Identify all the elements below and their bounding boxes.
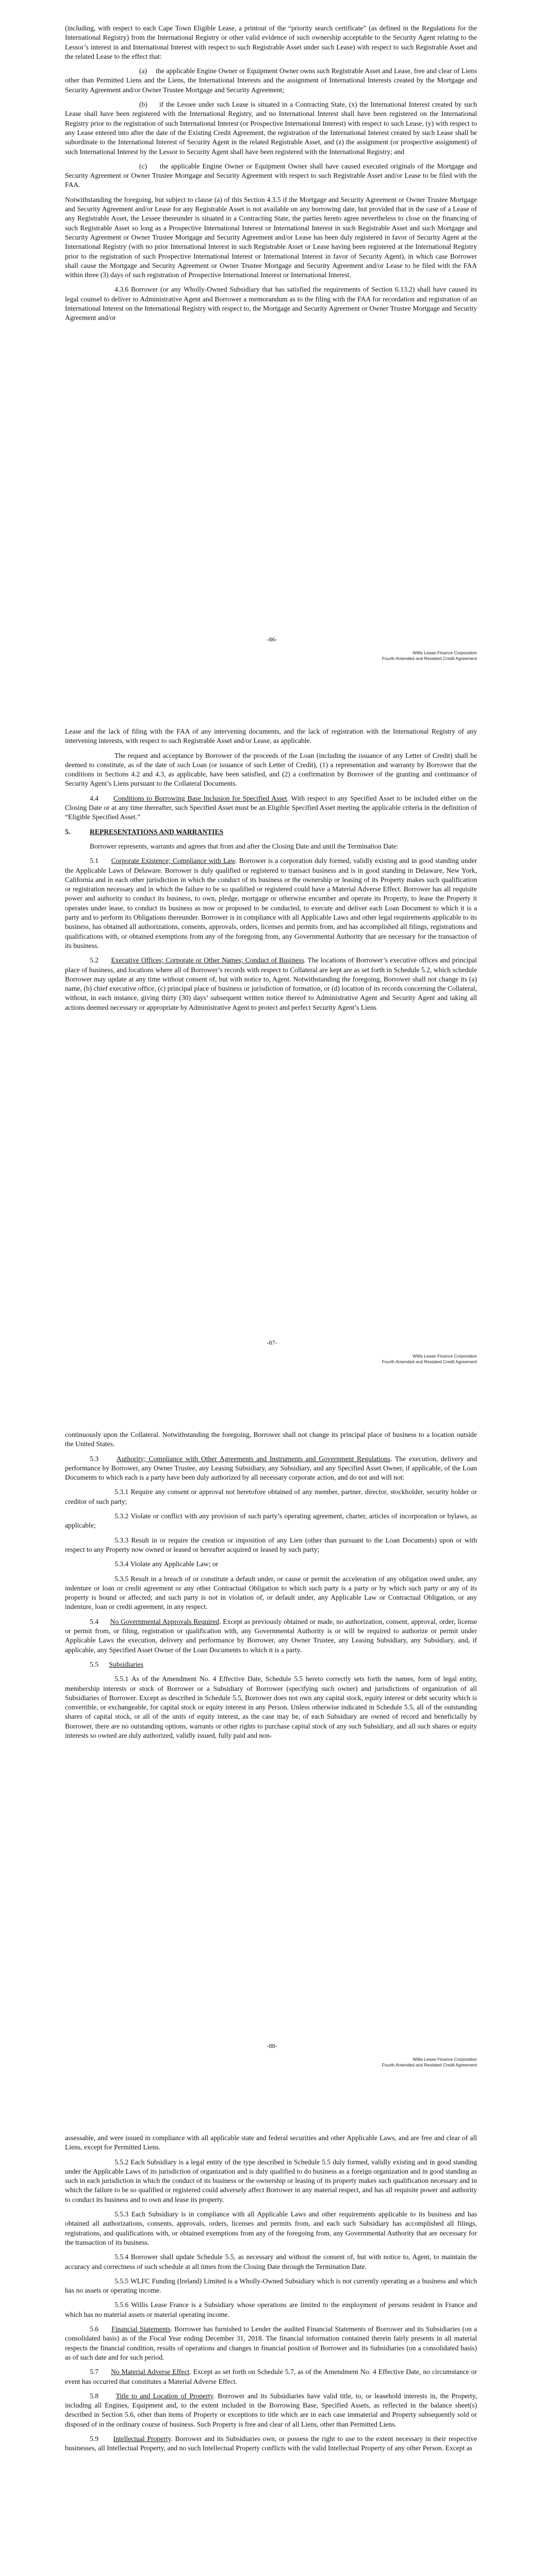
section-number: 5.6 [90, 2325, 98, 2333]
paragraph: 5.3.2 Violate or conflict with any provision of such party’s operating agreement, charter, articles of incorporation or bylaws, as applicable; [65, 1512, 477, 1530]
section-title: No Material Adverse Effect [111, 2368, 190, 2376]
section-5-4 [65, 1617, 477, 1655]
section-body: . Borrower is a corporation duly formed, validly existing and in good standing under the Applicable Laws of Delaware. Borrower is duly qualified or registered to transact business and is in good standing in Delaware, New York, California and in each other jurisdiction in which the conduct of its business or the ownership or leasing of its Property makes such qualification or registration necessary and in which the failure to be so qualified or registered could have a Material Adverse Effect. Borrower has all requisite power and authority to conduct its business, to own, pledge, mortgage or otherwise encumber and operate its Property, to lease the Property it operates under lease, to conduct its business as now or proposed to be conducted, to execute and deliver each Loan Document to which it is a party and to perform its Obligations thereunder. Borrower is in compliance with all Applicable Laws and other legal requirements applicable to its business, has obtained all authorizations, consents, approvals, orders, licenses and permits from, and has accomplished all filings, registrations and qualifications with, or obtained exemptions from any of the foregoing from, any Governmental Authority that are necessary for the transaction of its business. [65, 857, 477, 950]
footer-company: Willis Lease Finance Corporation [413, 1353, 477, 1359]
section-title: Intellectual Property [113, 2435, 171, 2443]
section-number: 5.3 [90, 1454, 98, 1463]
section-number: 5.4 [90, 1617, 98, 1625]
section-number: 5.1 [90, 857, 98, 865]
paragraph: 5.3.5 Result in a breach of or constitute a default under, or cause or permit the acceleration of any obligation owed under, any indenture or loan or credit agreement or any other Contractual Obligation to which such party is a party or by which such party or any of its property is bound or affected; and such party is not in violation of, or default under, any Applicable Law or Contractual Obligation, or any indenture, loan or credit agreement, in any respect. [65, 1574, 477, 1611]
section-body: . Borrower and its Subsidiaries have valid title, to, or leasehold interests in, the Property, including all Engines, Equipment and, to the extent included in the Borrowing Base, Specified Assets, as reflected in the balance sheet(s) described in Section 5.6, other than items of Property or exceptions to title which are in each case immaterial and Property subsequently sold or disposed of in the ordinary course of business. Such Property is free and clear of all Liens, other than Permitted Liens. [65, 2392, 477, 2428]
footer-document-title: Fourth Amended and Restated Credit Agreement [382, 1359, 477, 1364]
page-footer [382, 1353, 477, 1364]
paragraph: (b) if the Lessee under such Lease is situated in a Contracting State, (x) the International Interest created by such Lease shall have been registered with the International Registry, and no International Interest shall have been registered on the International Registry prior to the registration of such International Interest (or Prospective International Interest) with respect to such Lease, (y) with respect to any Lease entered into after the date of the Existing Credit Agreement, the registration of the International Interest created by such Lease shall be subordinate to the International Interest of Security Agent in the related Registrable Asset, and (z) the assignment (or prospective assignment) of such International Interest by the Lessor to Security Agent shall have been registered with the International Registry; and [65, 100, 477, 156]
section-body: . Except as set forth on Schedule 5.7, as of the Amendment No. 4 Effective Date, no circumstance or event has occurred that constitutes a Material Adverse Effect. [65, 2368, 477, 2385]
paragraph: 5.3.1 Require any consent or approval not heretofore obtained of any member, partner, director, stockholder, security holder or creditor of such party; [65, 1488, 477, 1505]
paragraph: Lease and the lack of filing with the FAA of any intervening documents, and the lack of registration with the International Registry of any intervening interests, with respect to such Registrable Asset and/or Lease, as applicable. [65, 727, 477, 745]
page-number: -86- [267, 636, 277, 643]
footer-document-title: Fourth Amended and Restated Credit Agreement [382, 2062, 477, 2067]
page-number: -88- [267, 2042, 277, 2049]
section-title: Conditions to Borrowing Base Inclusion for Specified Asset [113, 794, 287, 802]
page-number: -87- [267, 1339, 277, 1346]
paragraph: Notwithstanding the foregoing, but subject to clause (a) of this Section 4.3.5 if the Mortgage and Security Agreement or Owner Trustee Mortgage and Security Agreement and/or Lease for any Registrable Asset is not available on any borrowing date, but provided that in the case of a Lease of any Registrable Asset, the Lessee thereunder is situated in a Contracting State, the parties hereto agree nevertheless to close on the financing of such Registrable Asset so long as a Prospective International Interest or International Interest in such Registrable Asset and such Mortgage and Security Agreement or Owner Trustee Mortgage and Security Agreement and/or Lease has been duly registered in favor of Security Agent at the International Registry (with no prior International Interest in such Registrable Asset or Lease having been registered at the International Registry prior to the registration of such Prospective International Interest or International Interest in favor of Security Agent), in which case Borrower shall cause the Mortgage and Security Agreement or Owner Trustee Mortgage and Security Agreement and/or Lease to be filed with the FAA within three (3) days of such registration of Prospective International Interest or International Interest. [65, 195, 477, 279]
section-number: 5.5 [90, 1660, 98, 1668]
section-number: 5.7 [90, 2368, 98, 2376]
section-title: Executive Offices; Corporate or Other Names; Conduct of Business [111, 956, 304, 964]
section-body: . Except as previously obtained or made, no authorization, consent, approval, order, license or permit from, or filing, registration or qualification with, any Governmental Authority is or will be required to authorize or permit under Applicable Laws the execution, delivery and performance by Borrower, any Owner Trustee, any Leasing Subsidiary, any Subsidiary, and, if applicable, any Specified Asset Owner of the Loan Documents to which it is a party. [65, 1617, 477, 1654]
article-heading [65, 827, 477, 837]
section-number: 5.9 [90, 2435, 98, 2443]
section-5-8 [65, 2392, 477, 2429]
paragraph: 5.5.1 As of the Amendment No. 4 Effective Date, Schedule 5.5 hereto correctly sets forth the names, form of legal entity, membership interests or stock of Borrower or a Subsidiary of Borrower (specifying such owner) and jurisdictions of organization of all Subsidiaries of Borrower. Except as described in Schedule 5.5, Borrower does not own any capital stock, equity interest or debt security which is convertible, or exchangeable, for capital stock or equity interest in any Person. Unless otherwise indicated in Schedule 5.5, all of the outstanding shares of capital stock, or all of the units of equity interest, as the case may be, of each Subsidiary are owned of record and beneficially by Borrower, there are no outstanding options, warrants or other rights to purchase capital stock of any such Subsidiary, and all such shares or equity interests so owned are duly authorized, validly issued, fully paid and non- [65, 1675, 477, 1740]
footer-company: Willis Lease Finance Corporation [413, 650, 477, 655]
paragraph: assessable, and were issued in compliance with all applicable state and federal securities and other Applicable Laws, and are free and clear of all Liens, except for Permitted Liens. [65, 2134, 477, 2151]
section-title: Title to and Location of Property [116, 2392, 213, 2400]
section-number: 5.2 [90, 956, 98, 964]
section-body: . The locations of Borrower’s executive offices and principal place of business, and locations where all of Borrower’s records with respect to Collateral are kept are as set forth in Schedule 5.2, which schedule Borrower may update at any time without consent of, but with notice to, Agent. Notwithstanding the foregoing, Borrower shall not change its (a) name, (b) chief executive office, (c) principal place of business or jurisdiction of formation, or (d) location of its records concerning the Collateral, without, in each instance, giving thirty (30) days’ subsequent written notice thereof to Administrative Agent and Security Agent and taking all actions deemed necessary or appropriate by Administrative Agent to protect and perfect Security Agent’s Liens [65, 956, 477, 1011]
paragraph: continuously upon the Collateral. Notwithstanding the foregoing, Borrower shall not change its principal place of business to a location outside the United States. [65, 1431, 477, 1448]
section-title: Subsidiaries [109, 1660, 143, 1668]
paragraph: (including, with respect to each Cape Town Eligible Lease, a printout of the “priority search certificate” (as defined in the Regulations for the International Registry) from the International Registry or other valid evidence of such ownership acceptable to the Security Agent relating to the Lessor’s interest in and International Interest with respect to such Registrable Asset under such Lease) with respect to such Registrable Asset and the related Lease to the effect that: [65, 24, 477, 60]
section-5-2 [65, 956, 477, 1012]
document-page-86 [0, 0, 544, 703]
document-page-89 [0, 2110, 544, 2576]
section-body: . With respect to any Specified Asset to be included either on the Closing Date or at any time thereafter, such Specified Asset must be an Eligible Specified Asset meeting the applicable criteria in the definition of “Eligible Specified Asset.” [65, 794, 477, 821]
section-5-9 [65, 2434, 477, 2453]
section-number: 4.4 [90, 794, 98, 802]
section-number: 5.8 [90, 2392, 98, 2400]
section-5-6 [65, 2325, 477, 2362]
paragraph: The request and acceptance by Borrower of the proceeds of the Loan (including the issuance of any Letter of Credit) shall be deemed to constitute, as of the date of such Loan (or issuance of such Letter of Credit), (1) a representation and warranty by Borrower that the conditions in Sections 4.2 and 4.3, as applicable, have been satisfied, and (2) a confirmation by Borrower of the granting and continuance of Security Agent’s Liens pursuant to the Collateral Documents. [65, 751, 477, 788]
paragraph: Borrower represents, warrants and agrees that from and after the Closing Date and until the Termination Date: [90, 842, 399, 850]
section-body: . Borrower and its Subsidiaries own, or possess the right to use to the extent necessary in their respective businesses, all Intellectual Property, and no such Intellectual Property conflicts with the valid Intellectual Property of any other Person. Except as [65, 2435, 477, 2452]
article-number: 5. [65, 827, 71, 836]
section-5-1 [65, 856, 477, 951]
footer-document-title: Fourth Amended and Restated Credit Agreement [382, 655, 477, 661]
section-title: Corporate Existence; Compliance with Law [111, 857, 236, 865]
paragraph: 5.3.4 Violate any Applicable Law; or [114, 1560, 219, 1568]
page-footer [382, 650, 477, 661]
paragraph: 5.5.3 Each Subsidiary is in compliance with all Applicable Laws and other requirements applicable to its business and has obtained all authorizations, consents, approvals, orders, licenses and permits from, and each such Subsidiary has accomplished all filings, registrations, and qualifications with, or obtained exemptions from any of the foregoing from, any Governmental Authority that are necessary for the transaction of its business. [65, 2210, 477, 2246]
section-title: No Governmental Approvals Required [110, 1617, 220, 1625]
paragraph: (a) the applicable Engine Owner or Equipment Owner owns such Registrable Asset and Lease, free and clear of Liens other than Permitted Liens and the Liens, the International Interests and the assignment of International Interests created by the Mortgage and Security Agreement and/or Owner Trustee Mortgage and Security Agreement; [65, 67, 477, 94]
section-5-3 [65, 1454, 477, 1483]
section-4-4 [65, 794, 477, 822]
section-5-7 [65, 2367, 477, 2386]
paragraph: 5.5.6 Willis Lease France is a Subsidiary whose operations are limited to the employment of persons resident in France and which has no material assets or material operating income. [65, 2301, 477, 2318]
paragraph: 5.5.5 WLFC Funding (Ireland) Limited is a Wholly-Owned Subsidiary which is not currently operating as a business and which has no assets or operating income. [65, 2277, 477, 2295]
document-page-88 [0, 1406, 544, 2110]
section-body: . The execution, delivery and performance by Borrower, any Owner Trustee, any Leasing Subsidiary, any Subsidiary, and any Specified Asset Owner, if applicable, of the Loan Documents to which each is a party have been duly authorized by all necessary corporate action, and do not and will not: [65, 1454, 477, 1482]
section-5-5 [65, 1660, 477, 1669]
section-title: Authority; Compliance with Other Agreements and Instruments and Government Regulations [116, 1454, 391, 1463]
page-footer [382, 2057, 477, 2067]
paragraph: 5.3.3 Result in or require the creation or imposition of any Lien (other than pursuant to the Loan Documents) upon or with respect to any Property now owned or leased or hereafter acquired or leased by such party; [65, 1536, 477, 1553]
article-title: REPRESENTATIONS AND WARRANTIES [90, 827, 224, 836]
paragraph: 5.5.4 Borrower shall update Schedule 5.5, as necessary and without the consent of, but with notice to, Agent, to maintain the accuracy and correctness of such schedule at all times from the Closing Date through the Termination Date. [65, 2253, 477, 2270]
paragraph: 4.3.6 Borrower (or any Wholly-Owned Subsidiary that has satisfied the requirements of Section 6.13.2) shall have caused its legal counsel to deliver to Administrative Agent and Borrower a memorandum as to the filing with the FAA for recordation and registration of an International Interest on the International Registry with respect to, the Mortgage and Security Agreement or Owner Trustee Mortgage and Security Agreement and/or [65, 285, 477, 322]
footer-company: Willis Lease Finance Corporation [413, 2057, 477, 2062]
paragraph: (c) the applicable Engine Owner or Equipment Owner shall have caused executed originals of the Mortgage and Security Agreement or Owner Trustee Mortgage and Security Agreement with respect to such Registrable Asset and/or Lease to be filed with the FAA. [65, 162, 477, 189]
section-title: Financial Statements [111, 2325, 171, 2333]
document-page-87 [0, 703, 544, 1406]
section-body: . Borrower has furnished to Lender the audited Financial Statements of Borrower and its Subsidiaries (on a consolidated basis) as of the Fiscal Year ending December 31, 2018. The financial information contained therein fairly presents in all material respects the financial condition, results of operations and changes in financial position of Borrower and its Subsidiaries (on a consolidated basis) as of such date and for such period. [65, 2325, 477, 2361]
paragraph: 5.5.2 Each Subsidiary is a legal entity of the type described in Schedule 5.5 duly formed, validly existing and in good standing under the Applicable Laws of its jurisdiction of organization and is duly qualified to do business as a foreign organization and in good standing as such in each jurisdiction in which the conduct of its business or the ownership or leasing of its property makes such qualification necessary and in which the failure to be so qualified or registered could adversely affect Borrower in any material respect, and has all requisite power and authority to conduct its business and to own and lease its property. [65, 2158, 477, 2204]
